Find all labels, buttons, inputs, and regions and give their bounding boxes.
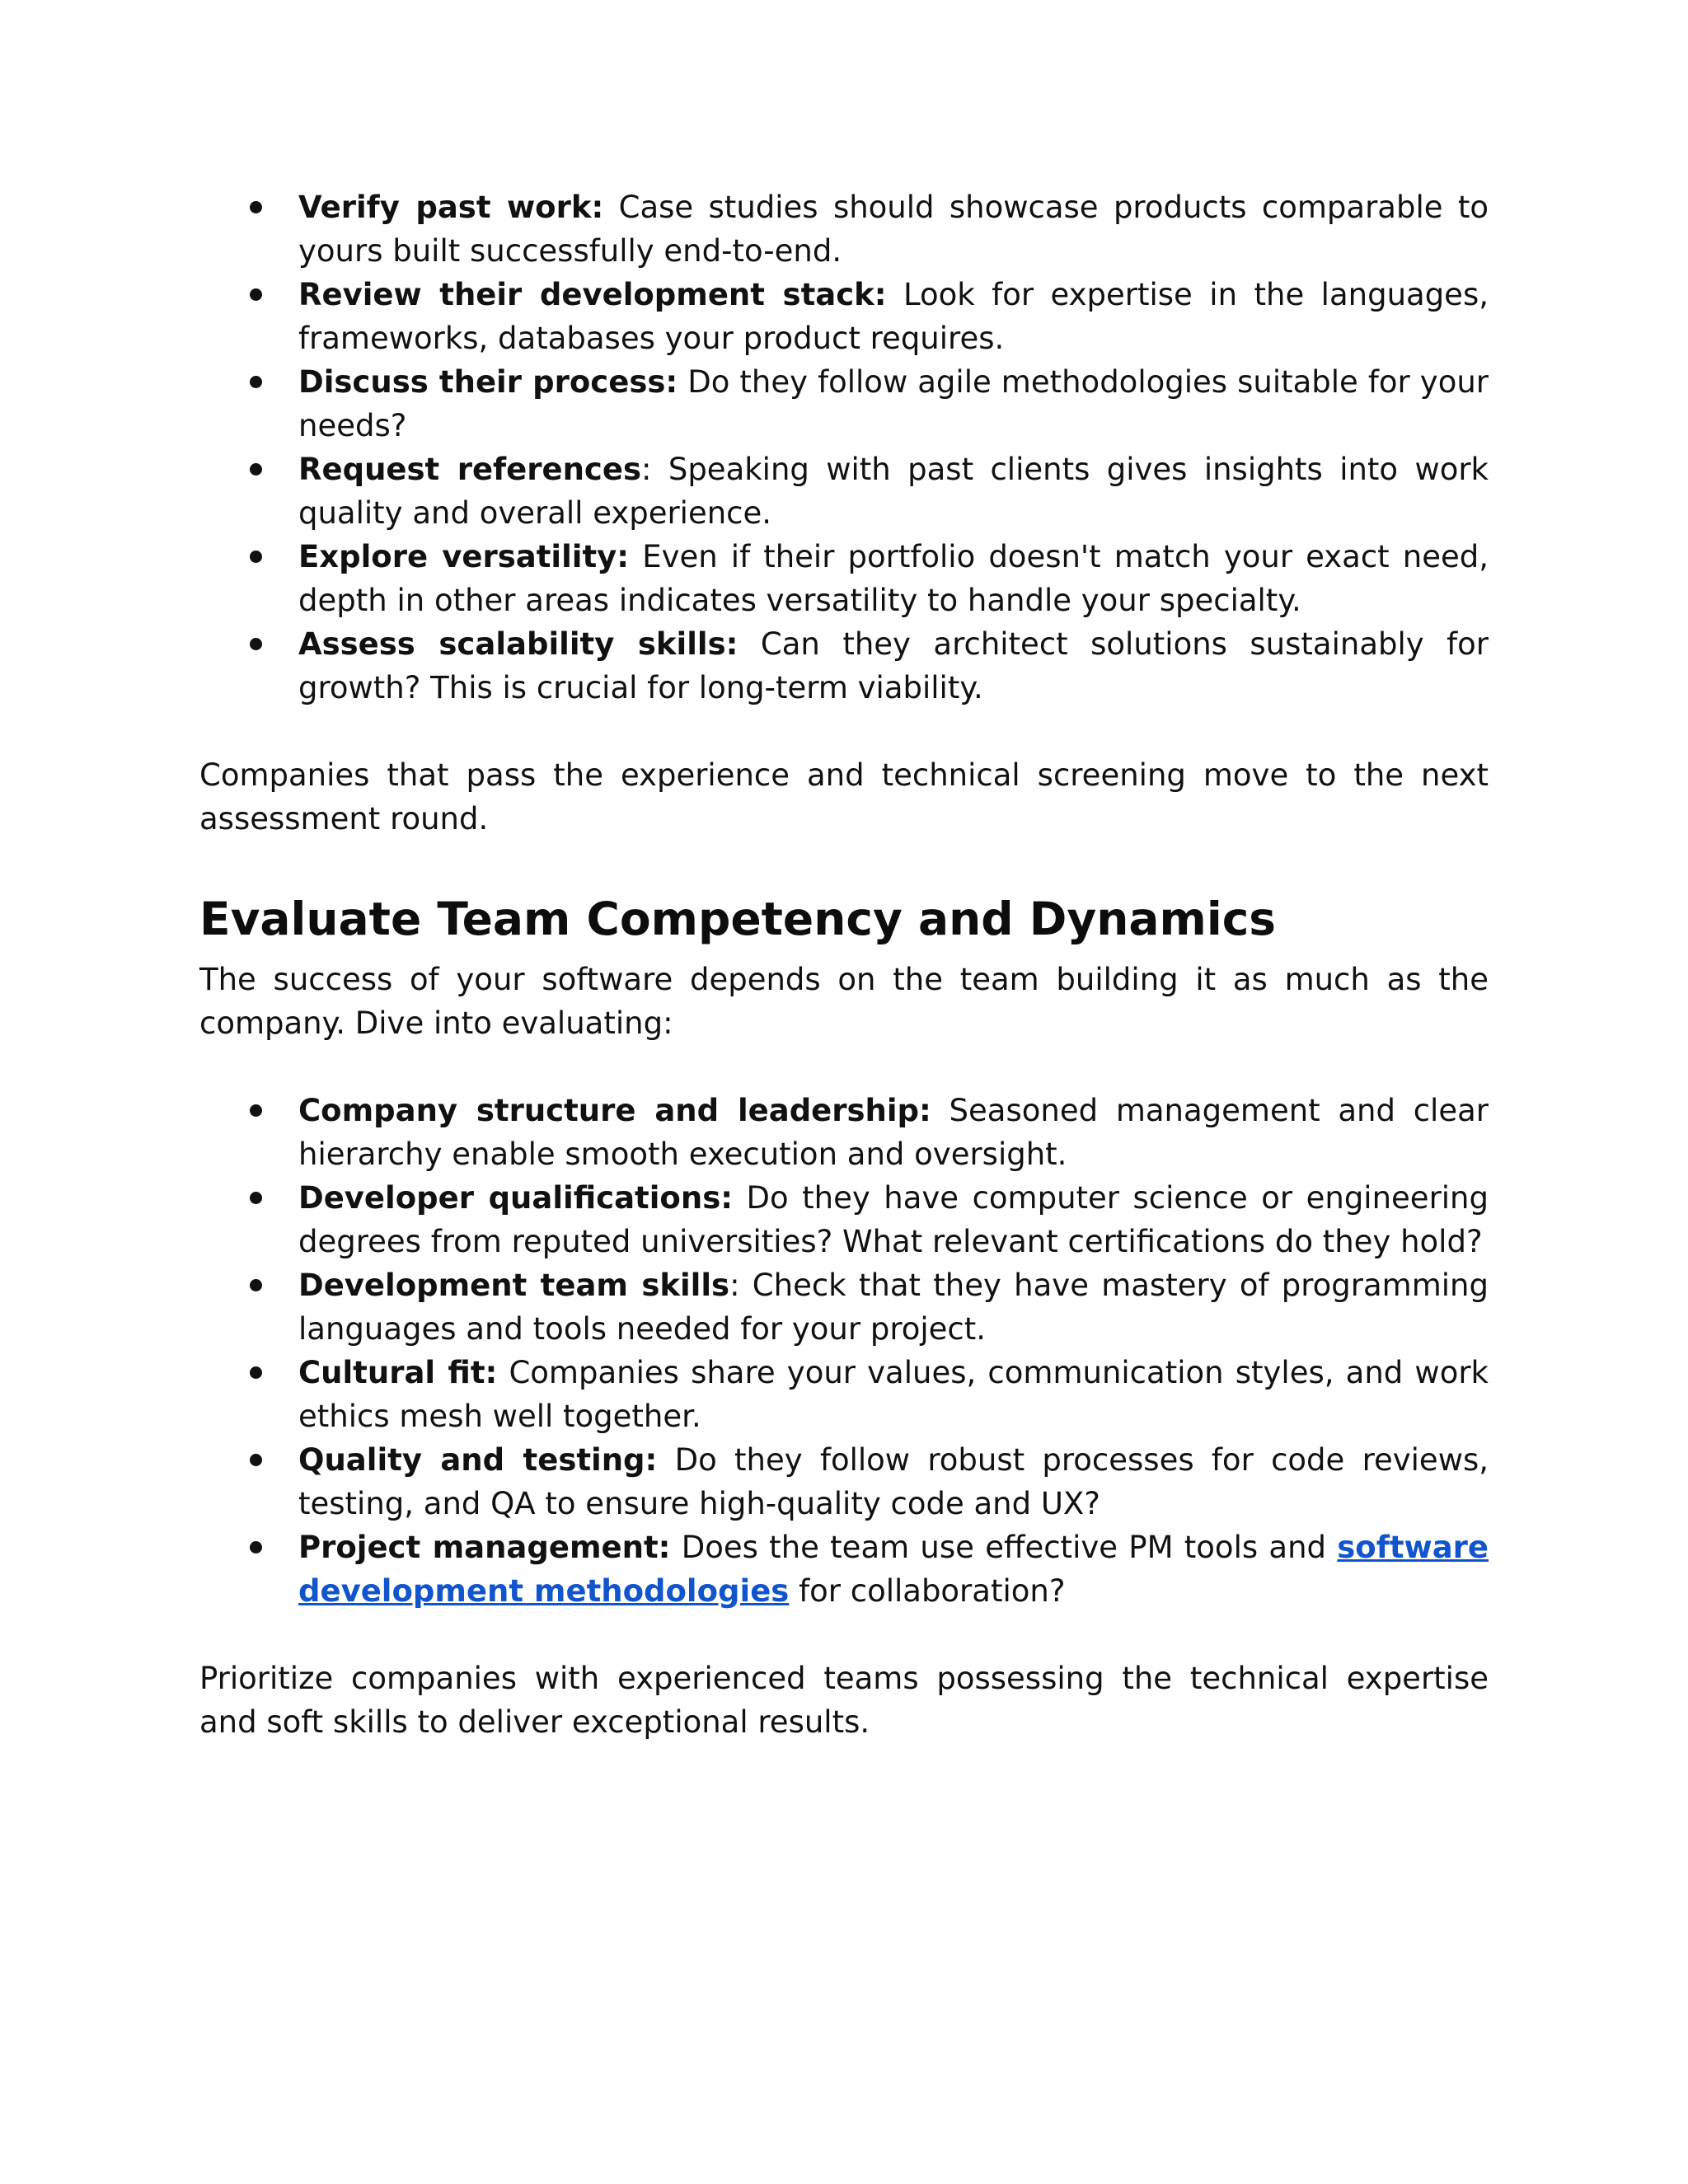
list-item (199, 273, 1489, 360)
list-item (199, 360, 1489, 448)
list-item-text: Case studies should showcase products comparable to yours built successfully end-to-end. (298, 190, 1489, 269)
bullet-dot-icon (250, 376, 262, 388)
bullet-dot-icon (250, 1454, 262, 1466)
list-item-text: Seasoned management and clear hierarchy enable smooth execution and oversight. (298, 1093, 1489, 1172)
list-item (199, 448, 1489, 535)
list-item-title: Explore versatility: (298, 539, 630, 574)
bullet-list-screening (199, 185, 1489, 710)
bullet-dot-icon (250, 1104, 262, 1117)
paragraph-conclusion: Prioritize companies with experienced teams possessing the technical expertise and soft skills to deliver exceptional results. (199, 1661, 1489, 1740)
bullet-dot-icon (250, 463, 262, 476)
list-item-title: Development team skills (298, 1268, 730, 1303)
list-item-title: Verify past work: (298, 190, 604, 225)
section-heading: Evaluate Team Competency and Dynamics (199, 893, 1277, 945)
software-methodologies-link[interactable]: software development methodologies (298, 1530, 1489, 1609)
list-item-text: Do they follow agile methodologies suitable for your needs? (298, 364, 1489, 443)
list-item-text: Do they follow robust processes for code reviews, testing, and QA to ensure high-quality code and UX? (298, 1442, 1489, 1521)
list-item-title: Review their development stack: (298, 277, 887, 312)
list-item-title: Cultural fit: (298, 1355, 498, 1390)
list-item (199, 1176, 1489, 1263)
list-item-title: Company structure and leadership: (298, 1093, 931, 1128)
bullet-dot-icon (250, 201, 262, 213)
list-item-title: Discuss their process: (298, 364, 678, 400)
list-item (199, 535, 1489, 622)
list-item (199, 1263, 1489, 1351)
bullet-dot-icon (250, 1366, 262, 1379)
list-item-text: Look for expertise in the languages, frameworks, databases your product requires. (298, 277, 1489, 356)
list-item-title: Developer qualifications: (298, 1180, 734, 1216)
list-item-text: : Speaking with past clients gives insights into work quality and overall experience. (298, 452, 1489, 531)
list-item-text: Do they have computer science or engineering degrees from reputed universities? What relevant certifications do they hold? (298, 1180, 1489, 1259)
document-page (199, 185, 1489, 1744)
list-item (199, 1089, 1489, 1176)
paragraph-screening-summary: Companies that pass the experience and technical screening move to the next assessment round. (199, 757, 1489, 837)
bullet-dot-icon (250, 638, 262, 650)
bullet-dot-icon (250, 1279, 262, 1291)
list-item-title: Request references (298, 452, 641, 487)
list-item (199, 1438, 1489, 1526)
list-item-text: for collaboration? (789, 1573, 1066, 1609)
bullet-dot-icon (250, 1541, 262, 1554)
list-item-title: Project management: (298, 1530, 671, 1565)
list-item-title: Assess scalability skills: (298, 626, 738, 662)
list-item (199, 185, 1489, 273)
list-item (199, 1351, 1489, 1438)
list-item-text: Can they architect solutions sustainably for growth? This is crucial for long-term viability. (298, 626, 1489, 705)
bullet-list-team (199, 1089, 1489, 1613)
paragraph-team-intro: The success of your software depends on the team building it as much as the company. Dive into evaluating: (199, 962, 1489, 1041)
bullet-dot-icon (250, 288, 262, 301)
list-item (199, 1526, 1489, 1613)
list-item-text: : Check that they have mastery of programming languages and tools needed for your project. (298, 1268, 1489, 1347)
list-item (199, 622, 1489, 710)
list-item-text: Companies share your values, communication styles, and work ethics mesh well together. (298, 1355, 1489, 1434)
bullet-dot-icon (250, 551, 262, 563)
bullet-dot-icon (250, 1192, 262, 1204)
list-item-text: Does the team use effective PM tools and (670, 1530, 1338, 1565)
list-item-title: Quality and testing: (298, 1442, 658, 1478)
list-item-text: Even if their portfolio doesn't match your exact need, depth in other areas indicates versatility to handle your specialty. (298, 539, 1489, 618)
